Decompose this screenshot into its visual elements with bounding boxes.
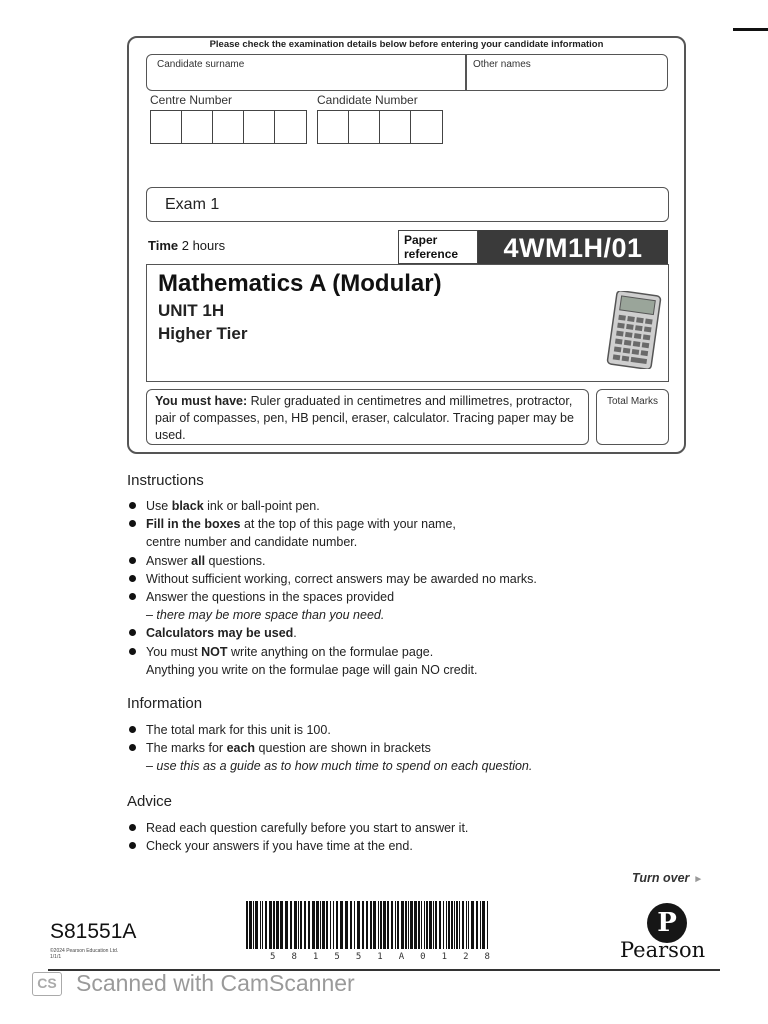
total-marks-box: Total Marks — [596, 389, 669, 445]
barcode-bar — [362, 901, 364, 949]
list-item: – there may be more space than you need. — [146, 608, 385, 623]
barcode-bar — [459, 901, 460, 949]
barcode-bar — [487, 901, 488, 949]
barcode-bar — [276, 901, 279, 949]
barcode-digit: 1 — [377, 952, 383, 962]
paper-reference-label-line2: reference — [404, 247, 459, 261]
advice-list — [128, 819, 688, 855]
barcode-bar — [320, 901, 321, 949]
information-heading: Information — [127, 695, 203, 712]
barcode-bar — [260, 901, 261, 949]
barcode-bar — [418, 901, 420, 949]
instructions-heading: Instructions — [127, 472, 204, 489]
barcode-bar — [426, 901, 428, 949]
list-item: centre number and candidate number. — [146, 535, 358, 550]
barcode-digit: 1 — [441, 952, 448, 962]
barcode-bar — [451, 901, 453, 949]
barcode-bar — [383, 901, 386, 949]
barcode-bar — [316, 901, 319, 949]
barcode-bar — [357, 901, 360, 949]
list-item: Without sufficient working, correct answers may be awarded no marks. — [128, 570, 688, 588]
copyright-line1: ©2024 Pearson Education Ltd. — [50, 948, 119, 954]
requirements-text: Ruler graduated in centimetres and millimetres, protractor, pair of compasses, pen, HB pencil, eraser, calculator. Tracing paper may be used. — [155, 394, 574, 442]
barcode-bar — [480, 901, 481, 949]
centre-digit-box[interactable] — [182, 111, 213, 143]
barcode-bar — [326, 901, 328, 949]
barcode-bar — [333, 901, 334, 949]
list-item: Fill in the boxes at the top of this page with your name, — [128, 515, 688, 533]
centre-number-boxes[interactable] — [150, 110, 307, 144]
barcode-bar — [405, 901, 407, 949]
barcode-bar — [435, 901, 437, 949]
barcode-digit: 1 — [312, 952, 319, 962]
barcode-bar — [454, 901, 455, 949]
exam-time — [148, 238, 225, 253]
barcode-bar — [391, 901, 393, 949]
instructions-list — [128, 497, 688, 679]
barcode-digit: 8 — [484, 952, 490, 962]
exam-name-box: Exam 1 — [146, 187, 669, 222]
list-item: Answer all questions. — [128, 552, 688, 570]
scanner-watermark: Scanned with CamScanner — [76, 970, 355, 996]
camscanner-logo-icon: CS — [32, 972, 62, 996]
candidate-info-note: Please check the examination details below before entering your candidate information — [209, 39, 604, 50]
candidate-digit-box[interactable] — [411, 111, 442, 143]
barcode-bar — [366, 901, 368, 949]
centre-digit-box[interactable] — [244, 111, 275, 143]
barcode-bar — [424, 901, 425, 949]
list-item: Check your answers if you have time at the end. — [128, 837, 688, 855]
barcode-bar — [255, 901, 258, 949]
barcode-bar — [246, 901, 248, 949]
list-item: You must NOT write anything on the formulae page. — [128, 643, 688, 661]
barcode-bar — [350, 901, 352, 949]
centre-digit-box[interactable] — [213, 111, 244, 143]
calculator-icon — [606, 291, 662, 369]
triangle-right-icon: ► — [693, 874, 704, 885]
barcode-digit: A — [398, 952, 405, 962]
barcode-bar — [308, 901, 310, 949]
list-item: Answer the questions in the spaces provided — [128, 588, 688, 606]
barcode-bar — [249, 901, 252, 949]
barcode-bar — [345, 901, 348, 949]
barcode-bar — [265, 901, 267, 949]
barcode-bar — [304, 901, 306, 949]
list-item: – use this as a guide as to how much time to spend on each question. — [146, 759, 533, 774]
barcode-bar — [294, 901, 297, 949]
candidate-number-boxes[interactable] — [317, 110, 443, 144]
barcode-bar — [370, 901, 372, 949]
barcode-bar — [448, 901, 450, 949]
barcode-bar — [380, 901, 382, 949]
requirements-lead: You must have: — [155, 394, 248, 408]
barcode-bar — [466, 901, 467, 949]
barcode-bar — [468, 901, 469, 949]
barcode-bar — [410, 901, 413, 949]
paper-reference-label-line1: Paper — [404, 233, 438, 247]
centre-digit-box[interactable] — [151, 111, 182, 143]
barcode-bar — [476, 901, 478, 949]
centre-digit-box[interactable] — [275, 111, 306, 143]
paper-reference-label — [398, 230, 478, 264]
barcode-number — [270, 952, 490, 962]
barcode-bar — [322, 901, 325, 949]
time-label: Time — [148, 238, 179, 253]
barcode-bar — [330, 901, 331, 949]
barcode-bar — [401, 901, 404, 949]
corner-mark — [733, 28, 768, 31]
barcode-digit: 5 — [355, 952, 362, 962]
candidate-digit-box[interactable] — [318, 111, 349, 143]
paper-id: S81551A — [50, 920, 137, 943]
barcode-bar — [336, 901, 338, 949]
list-item: Calculators may be used. — [128, 624, 688, 642]
advice-heading: Advice — [127, 793, 173, 810]
other-names-label: Other names — [473, 59, 531, 70]
barcode-digit: 5 — [334, 952, 340, 962]
barcode-digit: 8 — [291, 952, 297, 962]
list-item: The marks for each question are shown in brackets — [128, 739, 688, 757]
barcode-bar — [439, 901, 441, 949]
paper-reference — [398, 230, 668, 264]
list-item: Use black ink or ball-point pen. — [128, 497, 688, 515]
barcode-bar — [312, 901, 315, 949]
barcode-digit: 2 — [463, 952, 469, 962]
publisher-name: Pearson — [620, 938, 706, 962]
candidate-number-label: Candidate Number — [317, 93, 418, 107]
barcode-bar — [273, 901, 275, 949]
list-item: Read each question carefully before you start to answer it. — [128, 819, 688, 837]
barcode-bar — [443, 901, 444, 949]
turn-over: Turn over ► — [632, 871, 704, 885]
barcode-bar — [300, 901, 302, 949]
barcode-bar — [285, 901, 288, 949]
pearson-logo-icon: P — [647, 903, 687, 943]
barcode-bar — [395, 901, 396, 949]
barcode-bar — [298, 901, 299, 949]
centre-number-label: Centre Number — [150, 93, 233, 107]
barcode-bar — [433, 901, 434, 949]
barcode-bar — [456, 901, 458, 949]
barcode-bar — [462, 901, 464, 949]
barcode — [244, 901, 494, 951]
equipment-requirements — [146, 389, 589, 445]
list-item: Anything you write on the formulae page will gain NO credit. — [146, 662, 478, 677]
candidate-surname-label: Candidate surname — [157, 59, 245, 70]
paper-code: 4WM1H/01 — [478, 230, 668, 264]
barcode-digit: 0 — [420, 952, 426, 962]
tier-title: Higher Tier — [158, 324, 248, 343]
barcode-bar — [414, 901, 417, 949]
barcode-bar — [354, 901, 355, 949]
candidate-digit-box[interactable] — [380, 111, 411, 143]
barcode-digit: 5 — [270, 952, 276, 962]
unit-title: UNIT 1H — [158, 301, 225, 320]
barcode-bar — [471, 901, 474, 949]
barcode-bar — [373, 901, 376, 949]
barcode-bar — [387, 901, 389, 949]
barcode-bar — [340, 901, 343, 949]
candidate-digit-box[interactable] — [349, 111, 380, 143]
name-box-divider — [465, 55, 467, 90]
copyright-line2: 1/1/1 — [50, 954, 62, 960]
barcode-bar — [262, 901, 263, 949]
barcode-bar — [397, 901, 399, 949]
barcode-bar — [253, 901, 254, 949]
time-value: 2 hours — [181, 238, 226, 253]
barcode-bar — [378, 901, 379, 949]
barcode-bar — [269, 901, 272, 949]
barcode-bar — [280, 901, 283, 949]
barcode-bar — [408, 901, 409, 949]
barcode-bar — [290, 901, 292, 949]
copyright — [50, 948, 160, 960]
list-item: The total mark for this unit is 100. — [128, 721, 688, 739]
barcode-bar — [482, 901, 485, 949]
barcode-bar — [421, 901, 422, 949]
information-list — [128, 721, 688, 776]
subject-title: Mathematics A (Modular) — [158, 270, 442, 297]
barcode-bar — [446, 901, 447, 949]
barcode-bar — [429, 901, 432, 949]
